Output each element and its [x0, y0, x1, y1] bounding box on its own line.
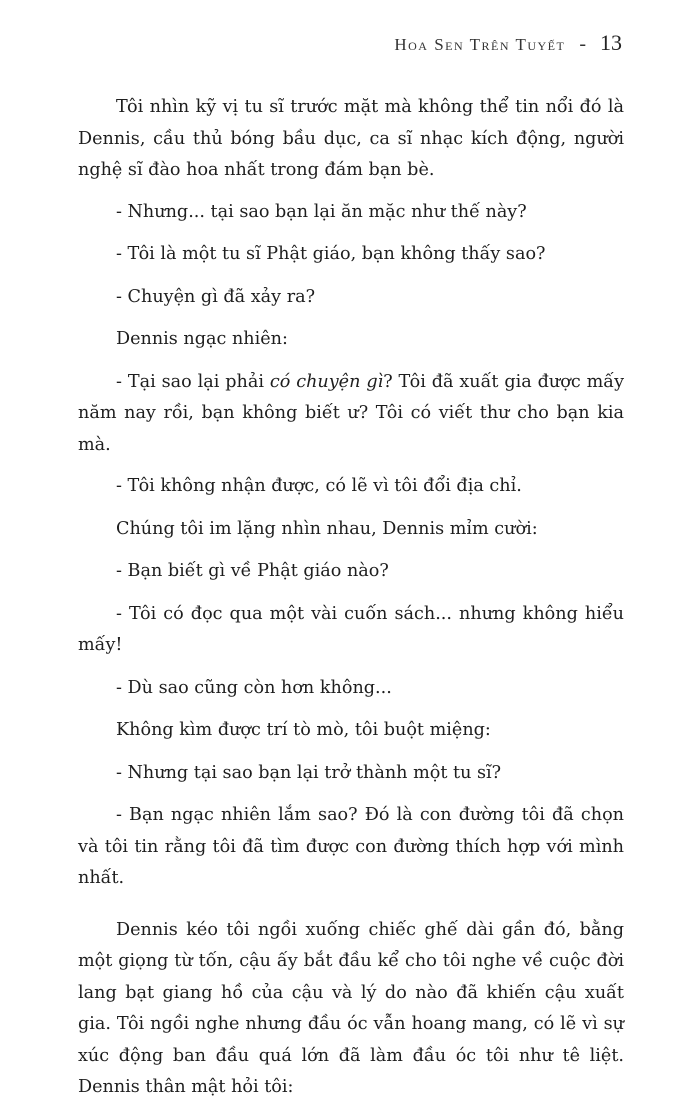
dialog-line: - Tôi không nhận được, có lẽ vì tôi đổi địa chỉ.: [116, 476, 522, 496]
paragraph: Dennis kéo tôi ngồi xuống chiếc ghế dài gần đó, bằng một giọng từ tốn, cậu ấy bắt đầu kể cho tôi nghe về cuộc đời lang bạt giang hồ của cậu và lý do nào đã khiến cậu xuất gia. Tôi ngồi nghe nhưng đầu óc vẫn hoang mang, có lẽ vì sự xúc động ban đầu quá lớn đã làm đầu óc tôi như tê liệt. Dennis thân mật hỏi tôi:: [78, 919, 624, 1097]
dialog-line: - Tôi có đọc qua một vài cuốn sách... nhưng không hiểu mấy!: [78, 603, 624, 655]
dialog-text-after: ? Tôi đã xuất gia được mấy năm nay rồi, bạn không biết ư? Tôi có viết thư cho bạn kia mà.: [78, 371, 625, 455]
dialog-text-before: - Tại sao lại phải: [116, 371, 270, 392]
page-body: [78, 92, 624, 1114]
dialog-line: - Tôi là một tu sĩ Phật giáo, bạn không thấy sao?: [116, 244, 546, 264]
dialog-line: - Nhưng... tại sao bạn lại ăn mặc như thế này?: [116, 201, 527, 222]
dialog-line: - Bạn ngạc nhiên lắm sao? Đó là con đường tôi đã chọn và tôi tin rằng tôi đã tìm được con đường thích hợp với mình nhất.: [78, 805, 624, 888]
dialog-line: [78, 367, 624, 462]
book-title: Hoa Sen Trên Tuyết: [394, 35, 566, 54]
page-number: 13: [600, 30, 622, 55]
dialog-line: - Nhưng tại sao bạn lại trở thành một tu sĩ?: [116, 762, 502, 783]
header-separator: -: [579, 33, 586, 55]
running-header: [394, 30, 622, 56]
dialog-emphasis: có chuyện gì: [269, 371, 384, 392]
paragraph: Chúng tôi im lặng nhìn nhau, Dennis mỉm cười:: [116, 518, 538, 539]
paragraph: Dennis ngạc nhiên:: [116, 329, 288, 349]
dialog-line: - Bạn biết gì về Phật giáo nào?: [116, 561, 389, 581]
dialog-line: - Dù sao cũng còn hơn không...: [116, 677, 392, 698]
paragraph: Tôi nhìn kỹ vị tu sĩ trước mặt mà không thể tin nổi đó là Dennis, cầu thủ bóng bầu dục, ca sĩ nhạc kích động, người nghệ sĩ đào hoa nhất trong đám bạn bè.: [78, 97, 624, 180]
dialog-line: - Chuyện gì đã xảy ra?: [116, 286, 316, 307]
paragraph: Không kìm được trí tò mò, tôi buột miệng:: [116, 720, 491, 740]
